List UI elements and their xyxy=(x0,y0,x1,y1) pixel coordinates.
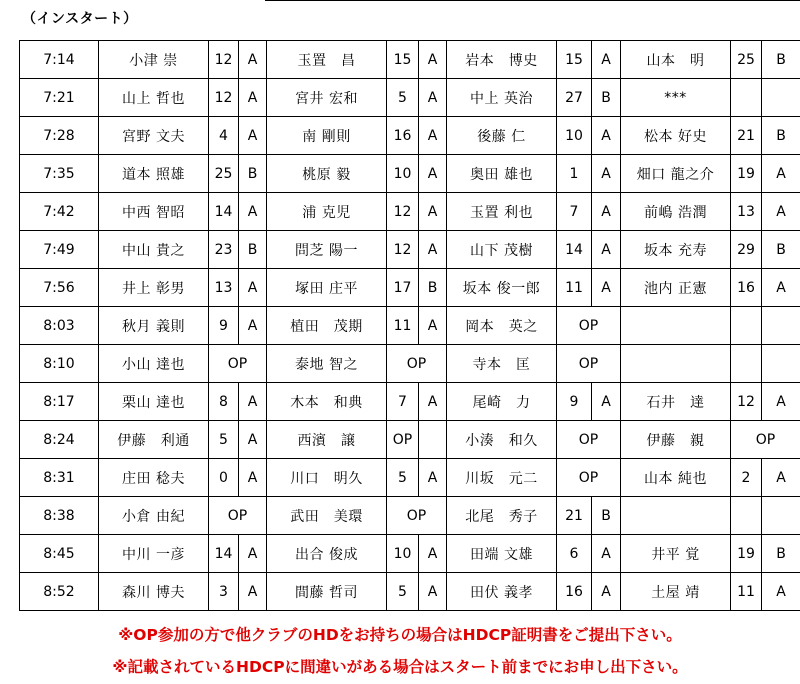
player-name: 庄田 稔夫 xyxy=(99,459,209,497)
player-name: 坂本 充寿 xyxy=(621,231,731,269)
class-group: A xyxy=(419,307,447,345)
handicap: 17 xyxy=(387,269,419,307)
player-name: 秋月 義則 xyxy=(99,307,209,345)
handicap: 7 xyxy=(387,383,419,421)
class-group: A xyxy=(762,573,800,611)
handicap xyxy=(731,307,762,345)
player-name: 山本 明 xyxy=(621,41,731,79)
handicap: 6 xyxy=(557,535,592,573)
table-row xyxy=(20,193,800,231)
player-name: 前嶋 浩潤 xyxy=(621,193,731,231)
class-group: B xyxy=(762,231,800,269)
class-group: B xyxy=(239,155,267,193)
class-group: A xyxy=(239,307,267,345)
handicap: 21 xyxy=(557,497,592,535)
class-group: A xyxy=(239,573,267,611)
tee-time: 8:52 xyxy=(20,573,99,611)
class-group: B xyxy=(592,497,621,535)
page-heading: （インスタート） xyxy=(22,8,138,28)
class-group: A xyxy=(419,573,447,611)
tee-time: 7:56 xyxy=(20,269,99,307)
player-name: 山下 茂樹 xyxy=(447,231,557,269)
table-row xyxy=(20,117,800,155)
player-name: 石井 達 xyxy=(621,383,731,421)
handicap: 12 xyxy=(387,231,419,269)
tee-time: 7:49 xyxy=(20,231,99,269)
class-group: A xyxy=(239,421,267,459)
player-name: 井平 覚 xyxy=(621,535,731,573)
table-row xyxy=(20,535,800,573)
handicap: 19 xyxy=(731,155,762,193)
handicap: 7 xyxy=(557,193,592,231)
tee-time: 7:42 xyxy=(20,193,99,231)
table-row xyxy=(20,459,800,497)
class-group: A xyxy=(239,535,267,573)
class-group: A xyxy=(762,383,800,421)
op-status: OP xyxy=(731,421,800,459)
table-row xyxy=(20,41,800,79)
player-name: 後藤 仁 xyxy=(447,117,557,155)
handicap: 14 xyxy=(209,535,239,573)
handicap: 23 xyxy=(209,231,239,269)
tee-time: 7:35 xyxy=(20,155,99,193)
op-status: OP xyxy=(557,307,621,345)
handicap: 13 xyxy=(731,193,762,231)
handicap: 0 xyxy=(209,459,239,497)
handicap xyxy=(731,79,762,117)
class-group xyxy=(762,345,800,383)
tee-time: 8:24 xyxy=(20,421,99,459)
handicap: 29 xyxy=(731,231,762,269)
player-name: 木本 和典 xyxy=(267,383,387,421)
handicap: 14 xyxy=(209,193,239,231)
handicap: 9 xyxy=(209,307,239,345)
handicap: 8 xyxy=(209,383,239,421)
handicap: 12 xyxy=(731,383,762,421)
tee-time-table xyxy=(19,40,800,611)
class-group: A xyxy=(239,117,267,155)
player-name: 田伏 義孝 xyxy=(447,573,557,611)
table-row xyxy=(20,497,800,535)
player-name xyxy=(621,345,731,383)
handicap: 19 xyxy=(731,535,762,573)
handicap: 11 xyxy=(731,573,762,611)
player-name: *** xyxy=(621,79,731,117)
player-name: 畑口 龍之介 xyxy=(621,155,731,193)
class-group: A xyxy=(419,231,447,269)
player-name: 栗山 達也 xyxy=(99,383,209,421)
handicap: 1 xyxy=(557,155,592,193)
op-status: OP xyxy=(557,459,621,497)
player-name: 中山 貴之 xyxy=(99,231,209,269)
class-group: A xyxy=(592,535,621,573)
handicap: 13 xyxy=(209,269,239,307)
player-name: 伊藤 利通 xyxy=(99,421,209,459)
handicap: 10 xyxy=(557,117,592,155)
handicap: 16 xyxy=(387,117,419,155)
class-group: A xyxy=(592,155,621,193)
player-name: 中上 英治 xyxy=(447,79,557,117)
note-op-hdcp-certificate: ※OP参加の方で他クラブのHDをお持ちの場合はHDCP証明書をご提出下さい。 xyxy=(0,620,800,652)
handicap: 2 xyxy=(731,459,762,497)
tee-time: 8:03 xyxy=(20,307,99,345)
handicap: 5 xyxy=(387,459,419,497)
handicap: 10 xyxy=(387,535,419,573)
class-group: B xyxy=(419,269,447,307)
handicap: 11 xyxy=(557,269,592,307)
class-group: A xyxy=(419,383,447,421)
class-group: A xyxy=(419,193,447,231)
player-name: 中川 一彦 xyxy=(99,535,209,573)
class-group: B xyxy=(762,41,800,79)
tee-time: 7:14 xyxy=(20,41,99,79)
class-group: A xyxy=(419,535,447,573)
player-name: 中西 智昭 xyxy=(99,193,209,231)
class-group: A xyxy=(592,573,621,611)
player-name: 玉置 利也 xyxy=(447,193,557,231)
table-row xyxy=(20,383,800,421)
player-name: 玉置 昌 xyxy=(267,41,387,79)
handicap: 3 xyxy=(209,573,239,611)
player-name: 宮井 宏和 xyxy=(267,79,387,117)
class-group xyxy=(762,497,800,535)
player-name: 土屋 靖 xyxy=(621,573,731,611)
player-name: 西濱 譲 xyxy=(267,421,387,459)
class-group: A xyxy=(592,231,621,269)
handicap: 16 xyxy=(557,573,592,611)
player-name: 植田 茂期 xyxy=(267,307,387,345)
table-row xyxy=(20,269,800,307)
table-row xyxy=(20,79,800,117)
top-rule xyxy=(265,0,800,1)
player-name: 伊藤 親 xyxy=(621,421,731,459)
player-name: 小津 崇 xyxy=(99,41,209,79)
class-group: A xyxy=(239,41,267,79)
tee-time: 8:17 xyxy=(20,383,99,421)
op-status: OP xyxy=(387,497,447,535)
player-name: 小湊 和久 xyxy=(447,421,557,459)
handicap: 5 xyxy=(387,573,419,611)
handicap: 10 xyxy=(387,155,419,193)
player-name: 桃原 毅 xyxy=(267,155,387,193)
handicap: 27 xyxy=(557,79,592,117)
handicap: 4 xyxy=(209,117,239,155)
class-group: A xyxy=(239,383,267,421)
player-name: 寺本 匡 xyxy=(447,345,557,383)
player-name: 森川 博夫 xyxy=(99,573,209,611)
handicap: 15 xyxy=(387,41,419,79)
player-name: 松本 好史 xyxy=(621,117,731,155)
player-name: 坂本 俊一郎 xyxy=(447,269,557,307)
player-name: 池内 正憲 xyxy=(621,269,731,307)
player-name: 間藤 哲司 xyxy=(267,573,387,611)
tee-time: 8:10 xyxy=(20,345,99,383)
class-group: A xyxy=(592,117,621,155)
class-group: A xyxy=(419,155,447,193)
player-name: 岩本 博史 xyxy=(447,41,557,79)
handicap: 12 xyxy=(387,193,419,231)
player-name: 尾崎 力 xyxy=(447,383,557,421)
tee-time: 8:45 xyxy=(20,535,99,573)
table-row xyxy=(20,421,800,459)
handicap xyxy=(731,497,762,535)
player-name: 浦 克児 xyxy=(267,193,387,231)
player-name: 川坂 元二 xyxy=(447,459,557,497)
op-status: OP xyxy=(209,345,267,383)
class-group xyxy=(762,79,800,117)
player-name: 塚田 庄平 xyxy=(267,269,387,307)
player-name xyxy=(621,497,731,535)
player-name: 川口 明久 xyxy=(267,459,387,497)
handicap: 16 xyxy=(731,269,762,307)
player-name: 問芝 陽一 xyxy=(267,231,387,269)
player-name: 小倉 由紀 xyxy=(99,497,209,535)
player-name: 井上 彰男 xyxy=(99,269,209,307)
player-name: 泰地 智之 xyxy=(267,345,387,383)
player-name: 小山 達也 xyxy=(99,345,209,383)
player-name: 北尾 秀子 xyxy=(447,497,557,535)
player-name: 宮野 文夫 xyxy=(99,117,209,155)
class-group: A xyxy=(592,269,621,307)
handicap: 15 xyxy=(557,41,592,79)
op-status: OP xyxy=(557,345,621,383)
op-status: OP xyxy=(387,345,447,383)
op-status: OP xyxy=(209,497,267,535)
class-group: A xyxy=(239,79,267,117)
tee-time: 7:28 xyxy=(20,117,99,155)
handicap: 14 xyxy=(557,231,592,269)
table-row xyxy=(20,231,800,269)
class-group: A xyxy=(592,41,621,79)
player-name: 岡本 英之 xyxy=(447,307,557,345)
player-name: 武田 美環 xyxy=(267,497,387,535)
class-group: A xyxy=(239,459,267,497)
class-group: A xyxy=(762,459,800,497)
handicap: 11 xyxy=(387,307,419,345)
op-status: OP xyxy=(557,421,621,459)
tee-time: 8:31 xyxy=(20,459,99,497)
tee-time: 8:38 xyxy=(20,497,99,535)
player-name: 奥田 雄也 xyxy=(447,155,557,193)
handicap: 25 xyxy=(209,155,239,193)
handicap: 12 xyxy=(209,41,239,79)
class-group: A xyxy=(419,117,447,155)
class-group: B xyxy=(239,231,267,269)
class-group: A xyxy=(419,41,447,79)
table-row xyxy=(20,307,800,345)
handicap xyxy=(731,345,762,383)
player-name: 山上 哲也 xyxy=(99,79,209,117)
table-row xyxy=(20,155,800,193)
player-name: 山本 純也 xyxy=(621,459,731,497)
class-group: B xyxy=(592,79,621,117)
handicap: 12 xyxy=(209,79,239,117)
table-row xyxy=(20,345,800,383)
player-name: 出合 俊成 xyxy=(267,535,387,573)
class-group: A xyxy=(762,193,800,231)
class-group: A xyxy=(762,155,800,193)
class-group: A xyxy=(419,459,447,497)
player-name: 道本 照雄 xyxy=(99,155,209,193)
handicap: 25 xyxy=(731,41,762,79)
class-group: A xyxy=(239,269,267,307)
table-row xyxy=(20,573,800,611)
class-group xyxy=(419,421,447,459)
class-group: A xyxy=(239,193,267,231)
player-name: 田端 文雄 xyxy=(447,535,557,573)
class-group: A xyxy=(592,193,621,231)
handicap: OP xyxy=(387,421,419,459)
class-group: B xyxy=(762,117,800,155)
class-group: A xyxy=(762,269,800,307)
class-group: A xyxy=(419,79,447,117)
player-name: 南 剛則 xyxy=(267,117,387,155)
handicap: 5 xyxy=(209,421,239,459)
handicap: 21 xyxy=(731,117,762,155)
class-group: B xyxy=(762,535,800,573)
tee-time: 7:21 xyxy=(20,79,99,117)
player-name xyxy=(621,307,731,345)
note-hdcp-correction: ※記載されているHDCPに間違いがある場合はスタート前までにお申し出下さい。 xyxy=(0,652,800,684)
handicap: 5 xyxy=(387,79,419,117)
class-group: A xyxy=(592,383,621,421)
class-group xyxy=(762,307,800,345)
handicap: 9 xyxy=(557,383,592,421)
notes xyxy=(0,620,800,684)
